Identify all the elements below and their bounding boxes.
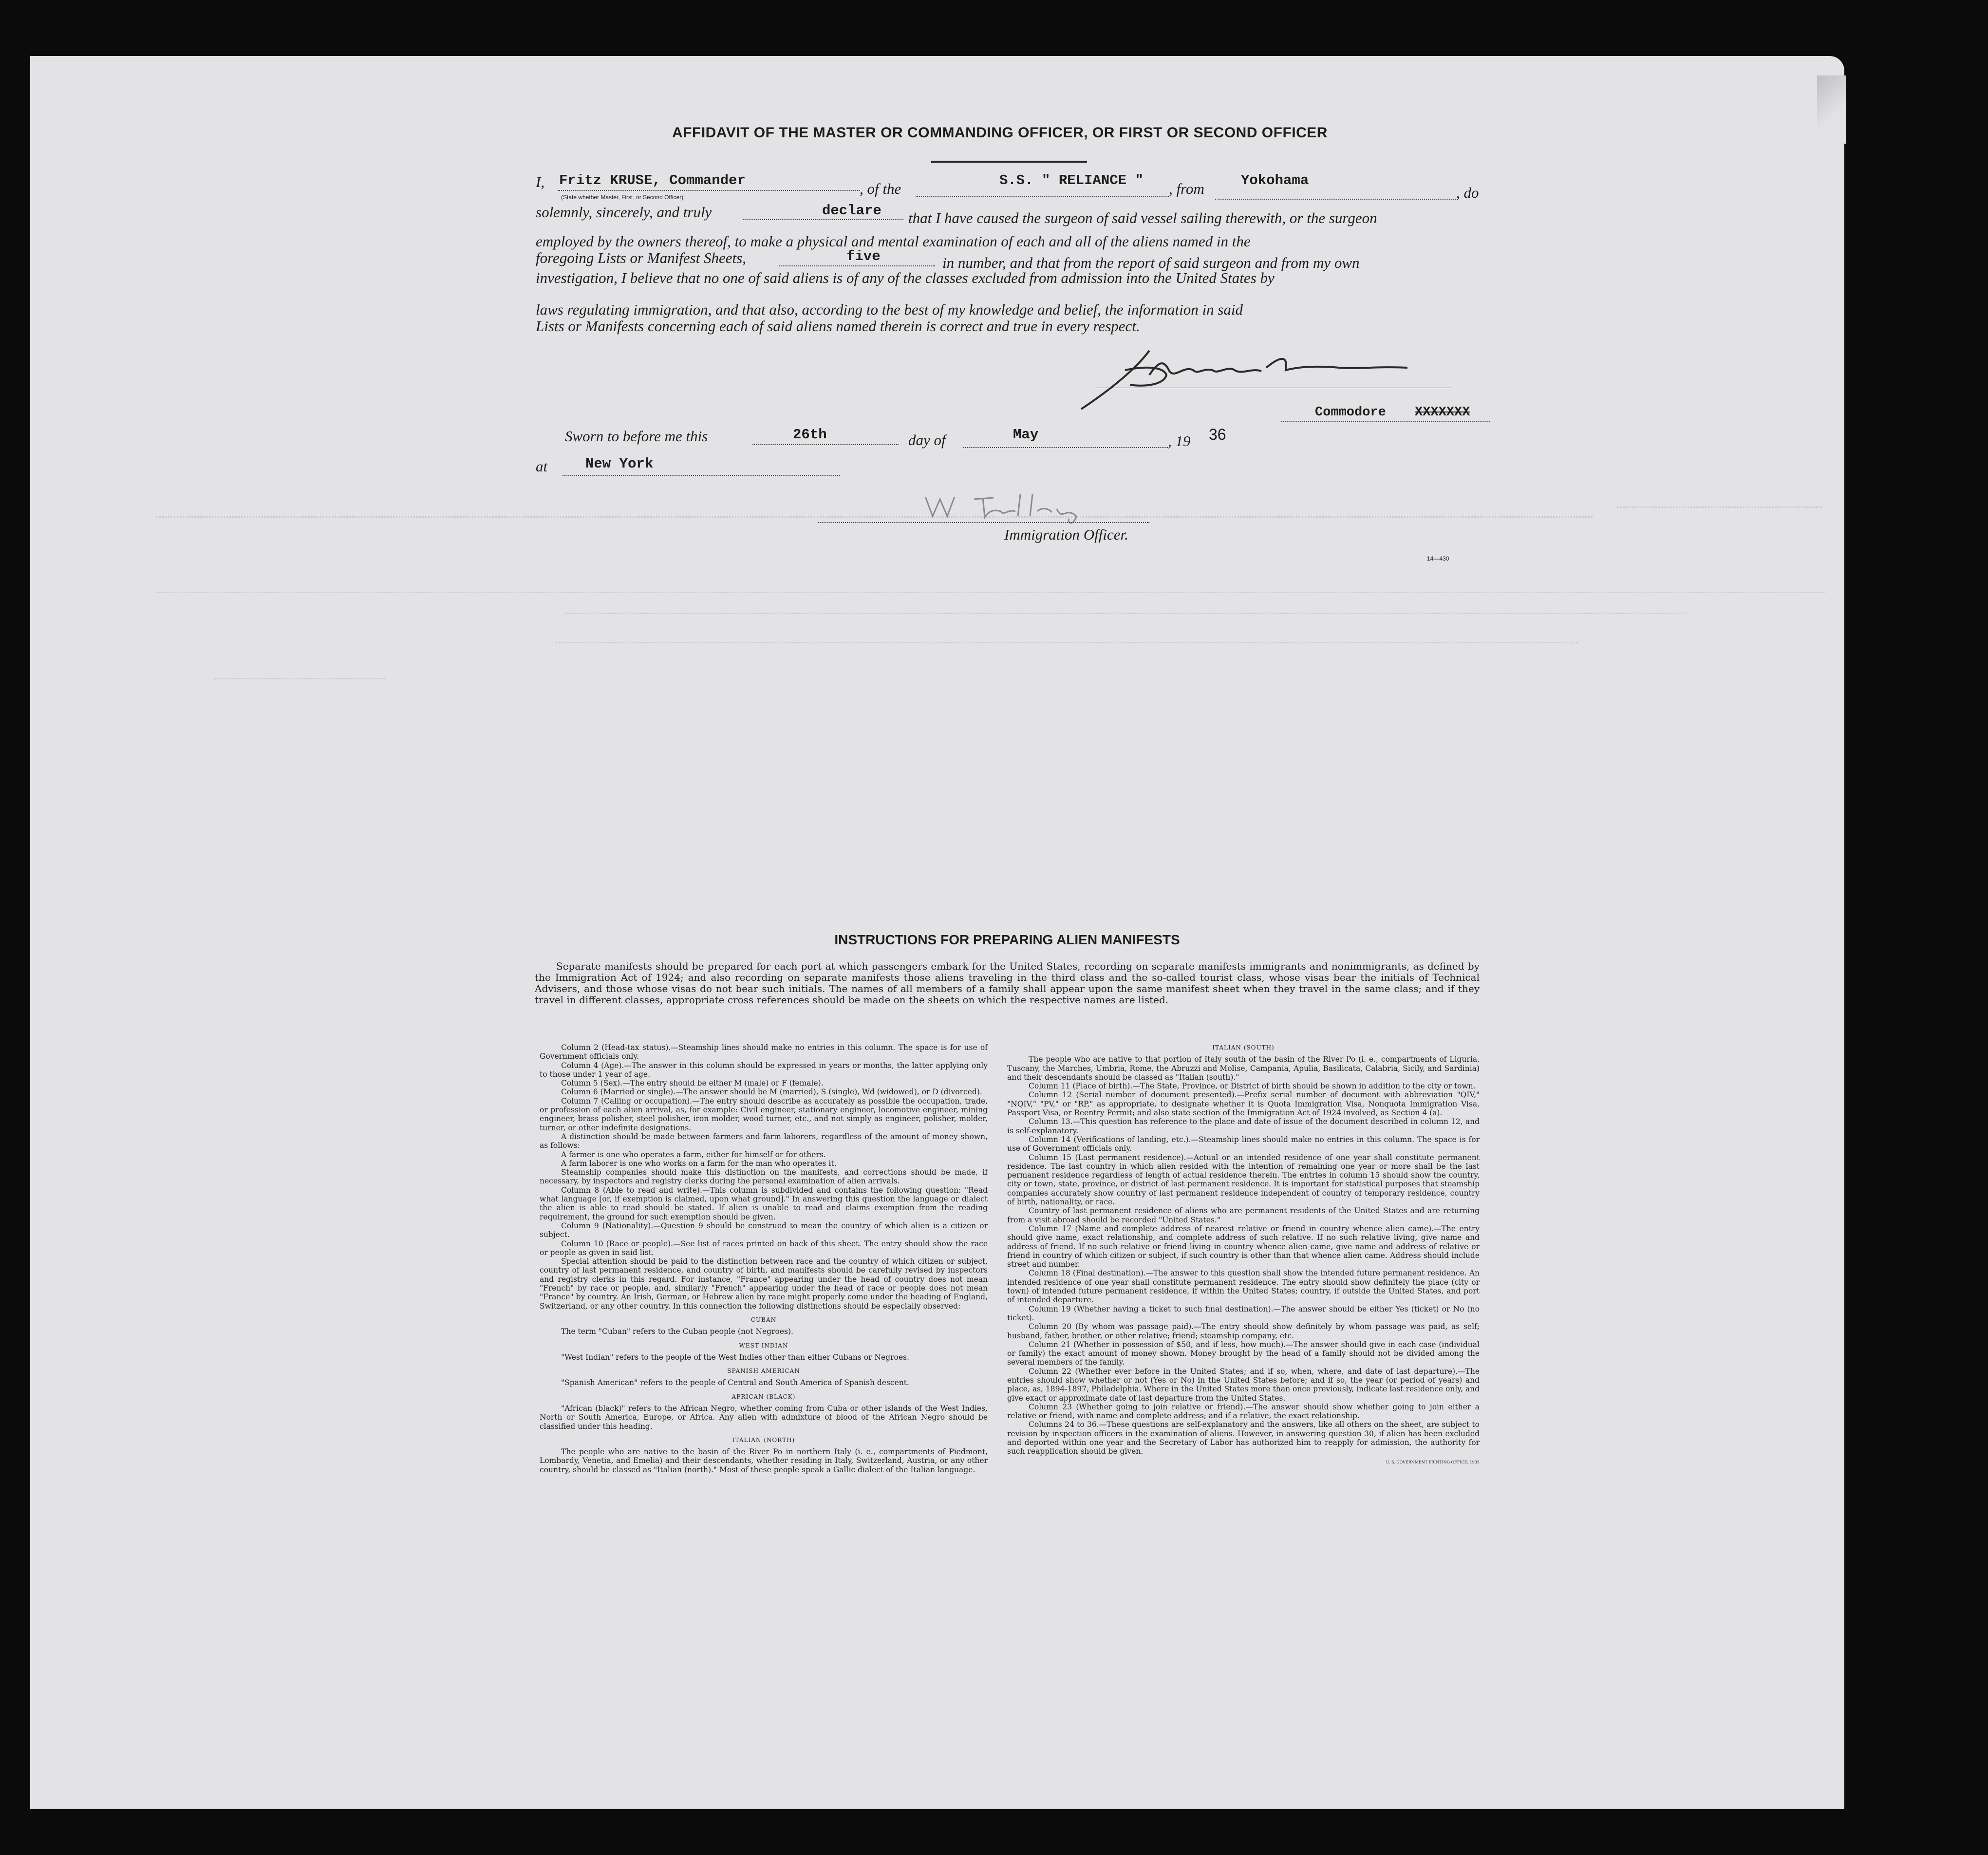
place-line (563, 475, 840, 476)
binder-hole (1914, 1261, 1932, 1295)
binder-hole (1916, 621, 1934, 655)
struck-out-title: XXXXXXX (1415, 405, 1470, 420)
officer-label: Immigration Officer. (1004, 526, 1128, 543)
instructions-intro: Separate manifests should be prepared for each port at which passengers embark for the United States, recording on separate manifests immigrants and nonimmigrants, as defined by the Immigration Act of 1924; and also recording on separate manifests those aliens traveling in the third class and the so-called tourist class, whose visas bear the initials of Technical Advisers, and those whose visas do not bear such initials. The names of all members of a family shall appear upon the same manifest sheet when they travel in the same class; and if they travel in different classes, appropriate cross references should be made on the sheets on which the respective names are listed. (535, 960, 1480, 1006)
sworn-year: 36 (1209, 426, 1226, 443)
day-of-text: day of (908, 431, 946, 449)
instructions-right-column (1007, 1043, 1480, 1467)
i-text: I, (536, 173, 545, 190)
do-text: , do (1456, 184, 1479, 201)
col15-text: Column 15 (Last permanent residence).—Actual or an intended residence of one year shall constitute permanent residence. The last country in which alien resided with the intention of remaining one year or more shall be the last permanent residence regardless of length of actual residence therein. The entries in column 15 should show the country, city or town, state, province, or district of last permanent residence. It is important for statistical purposes that steamship companies accurately show country of last permanent residence independent of country of temporary residence, country of birth, nationality, or race. (1007, 1153, 1480, 1207)
cuban-heading: CUBAN (750, 1316, 777, 1323)
col21-text: Column 21 (Whether in possession of $50, and if less, how much).—The answer should give in each case (individual or family) the exact amount of money shown. Money brought by the head of a family should not be divided among the several members of the family. (1007, 1340, 1480, 1367)
col6-text: Column 6 (Married or single).—The answer should be M (married), S (single), Wd (widowed), or D (divorced). (561, 1087, 982, 1097)
col5-text: Column 5 (Sex).—The entry should be either M (male) or F (female). (561, 1079, 824, 1088)
sworn-text: Sworn to before me this (565, 428, 708, 445)
col13-text: Column 13.—This question has reference to the place and date of issue of the document described in column 12, and is self-explanatory. (1007, 1117, 1480, 1135)
from-text: , from (1169, 180, 1204, 197)
at-text: at (536, 458, 548, 475)
italian-south-text: The people who are native to that portion of Italy south of the basin of the River Po (i. e., compartments of Liguria, Tuscany, the Marches, Umbria, Rome, the Abruzzi and Molise, Campania, Apulia, Basilicata, Calabria, Sicily, and Sardinia) and their descendants should be classed as "Italian (south)." (1007, 1055, 1480, 1082)
col24-36-text: Columns 24 to 36.—These questions are self-explanatory and the answers, like all others on the sheet, are subject to revision by inspection officers in the examination of aliens. However, in answering question 30, if alien has been excluded and deported within one year and the Secretary of Labor has authorized him to reapply for admission, the authority for such reapplication should be given. (1007, 1420, 1480, 1456)
col4-text: Column 4 (Age).—The answer in this column should be expressed in years or months, the latter applying only to those under 1 year of age. (540, 1061, 988, 1079)
binder-hole (1914, 1181, 1932, 1215)
col22-text: Column 22 (Whether ever before in the United States; and if so, when, where, and date of last departure).—The entries should show whether or not (Yes or No) in the United States before; and if so, the year (or period of years) and place, as, 1894-1897, Philadelphia. Where in the United States more than once previously, indicate last residence only, and give exact or approximate date of last departure from the United States. (1007, 1367, 1480, 1403)
affidavit-line-6: laws regulating immigration, and that also, according to the best of my knowledge and belief, the information in said (536, 301, 1243, 318)
form-number: 14—430 (1427, 555, 1449, 562)
signer-title: Commodore (1315, 405, 1386, 420)
commodore-signature (1067, 341, 1456, 414)
col2-text: Column 2 (Head-tax status).—Steamship lines should make no entries in this column. The space is for use of Government officials only. (540, 1043, 988, 1061)
binder-hole (1904, 1595, 1922, 1629)
bleed-through-line (214, 678, 385, 684)
affidavit-line-3: employed by the owners thereof, to make a physical and mental examination of each and all of the aliens named in the (536, 233, 1251, 250)
title-line (1281, 421, 1490, 422)
sheet-count: five (846, 248, 881, 264)
col14-text: Column 14 (Verifications of landing, etc.).—Steamship lines should make no entries in this column. The space is for use of Government officials only. (1007, 1135, 1480, 1153)
port-name: Yokohama (1241, 172, 1309, 188)
binder-hole (1904, 1517, 1922, 1551)
race-attention-text: Special attention should be paid to the distinction between race and the country of which citizen or subject, country of last permanent residence, and country of birth, and manifests should be carefully revised by inspectors and registry clerks in this regard. For instance, "France" appearing under the head of country does not mean "French" by race or people, and, similarly "French" appearing under the head of race or people does not mean "France" by country. An Irish, German, or Hebrew alien by race might properly come under the heading of England, Switzerland, or any other country. In this connection the following distinctions should be especially observed: (540, 1257, 988, 1311)
col8-text: Column 8 (Able to read and write).—This column is subdivided and contains the following question: "Read what language [or, if exemption is claimed, upon what ground]." In answering this question the language or dialect the alien is able to read should be stated. If alien is unable to read and claims exemption from the reading requirement, the ground for such exemption should be given. (540, 1185, 988, 1221)
declare-line (743, 219, 903, 220)
west-indian-heading: WEST INDIAN (739, 1342, 788, 1349)
col19-text: Column 19 (Whether having a ticket to such final destination).—The answer should be either Yes (ticket) or No (no ticket). (1007, 1304, 1480, 1322)
affidavit-line-7: Lists or Manifests concerning each of said aliens named therein is correct and true in every respect. (536, 318, 1140, 335)
steamship-distinction-text: Steamship companies should make this distinction on the manifests, and corrections should be made, if necessary, by inspectors and registry clerks during the personal examination of alien arrivals. (540, 1168, 988, 1186)
name-line (558, 190, 860, 191)
vessel-line (916, 196, 1169, 197)
affidavit-line-4b: in number, and that from the report of said surgeon and from my own (942, 254, 1360, 271)
spanish-american-heading: SPANISH AMERICAN (727, 1368, 800, 1375)
year-prefix: , 19 (1168, 432, 1191, 450)
col12-text: Column 12 (Serial number of document presented).—Prefix serial number of document with abbreviation "QIV," "NQIV," "PV," or "RP," as appropriate, to designate whether it is Quota Immigration Visa, Nonquota Immigration Visa, Passport Visa, or Reentry Permit; and also state section of the Immigration Act of 1924 involved, as Section 4 (a). (1007, 1090, 1480, 1118)
west-indian-text: "West Indian" refers to the people of the West Indies other than either Cubans or Negroes. (561, 1352, 909, 1362)
page-curl (1817, 75, 1846, 144)
declare-word: declare (822, 203, 881, 219)
solemnly-text: solemnly, sincerely, and truly (536, 204, 712, 221)
bleed-through-line (555, 642, 1578, 648)
printer-imprint: U. S. GOVERNMENT PRINTING OFFICE: 1935 (1386, 1460, 1480, 1464)
bleed-through-line (156, 592, 1826, 598)
col18-text: Column 18 (Final destination).—The answer to this question shall show the intended future permanent residence. An intended residence of one year shall constitute permanent residence. The entry should show definitely the place (city or town) of intended future permanent residence, if within the United States; country, if outside the United States, and port of intended departure. (1007, 1269, 1480, 1305)
binder-hole (1929, 363, 1946, 397)
affidavit-line-2: that I have caused the surgeon of said vessel sailing therewith, or the surgeon (908, 209, 1377, 226)
col7-text: Column 7 (Calling or occupation).—The entry should describe as accurately as possible the occupation, trade, or profession of each alien arrival, as, for example: Civil engineer, stationary engineer, locomotive engineer, mining engineer, brass polisher, steel polisher, iron molder, wood turner, etc., and not simply as engineer, polisher, molder, turner, or other indefinite designations. (540, 1096, 988, 1132)
vessel-name: S.S. " RELIANCE " (999, 172, 1144, 188)
col11-text: Column 11 (Place of birth).—The State, Province, or District of birth should be shown in addition to the city or town. (1029, 1082, 1476, 1091)
bleed-through-line (565, 613, 1685, 619)
bleed-through-line (1617, 506, 1821, 513)
month-line (963, 447, 1168, 448)
italian-south-heading: ITALIAN (SOUTH) (1212, 1044, 1275, 1051)
farm-laborer-text: A farm laborer is one who works on a farm for the man who operates it. (561, 1159, 837, 1168)
affidavit-line-4a: foregoing Lists or Manifest Sheets, (536, 249, 746, 266)
instructions-left-column (540, 1043, 988, 1474)
immigration-officer-signature (920, 487, 1086, 526)
name-hint: (State whether Master, First, or Second Officer) (561, 194, 684, 201)
col20-text: Column 20 (By whom was passage paid).—The entry should show definitely by whom passage was paid, as self; husband, father, brother, or other relative; friend; steamship company, etc. (1007, 1322, 1480, 1340)
last-residence-text: Country of last permanent residence of aliens who are permanent residents of the United States and are returning from a visit abroad should be recorded "United States." (1007, 1206, 1480, 1224)
day-line (752, 444, 899, 445)
farmer-distinction-text: A distinction should be made between farmers and farm laborers, regardless of the amount of money shown, as follows: (540, 1132, 988, 1150)
african-text: "African (black)" refers to the African Negro, whether coming from Cuba or other islands of the West Indies, North or South America, Europe, or Africa. Any alien with admixture of blood of the African Negro should be classified under this heading. (540, 1404, 988, 1431)
sworn-place: New York (585, 456, 654, 472)
officer-name: Fritz KRUSE, Commander (559, 172, 746, 188)
title-rule (931, 161, 1087, 163)
sworn-day: 26th (793, 427, 827, 443)
binder-hole (1929, 282, 1946, 317)
farmer-text: A farmer is one who operates a farm, either for himself or for others. (561, 1150, 826, 1159)
of-the-text: , of the (860, 180, 901, 197)
african-heading: AFRICAN (BLACK) (731, 1393, 796, 1400)
col10-text: Column 10 (Race or people).—See list of races printed on back of this sheet. The entry should show the race or people as given in said list. (540, 1239, 988, 1257)
port-line (1215, 199, 1456, 200)
col17-text: Column 17 (Name and complete address of nearest relative or friend in country whence alien came).—The entry should give name, exact relationship, and complete address of such relative. If no such relative living, give name and address of friend. If no such relative or friend living in country whence alien came, give name and address of relative or friend in country of which citizen or subject, if such country is other than that whence alien came. Address should include street and number. (1007, 1224, 1480, 1269)
italian-north-heading: ITALIAN (NORTH) (732, 1436, 795, 1443)
sworn-month: May (1013, 427, 1039, 443)
affidavit-title: AFFIDAVIT OF THE MASTER OR COMMANDING OFFICER, OR FIRST OR SECOND OFFICER (672, 125, 1328, 141)
officer-line (818, 522, 1149, 523)
sheets-line (779, 265, 935, 266)
spanish-american-text: "Spanish American" refers to the people of Central and South America of Spanish descent. (561, 1378, 909, 1387)
col23-text: Column 23 (Whether going to join relative or friend).—The answer should show whether going to join either a relative or friend, with name and complete address; and if a relative, the exact relationship. (1007, 1402, 1480, 1421)
col9-text: Column 9 (Nationality).—Question 9 should be construed to mean the country of which alien is a citizen or subject. (540, 1221, 988, 1239)
italian-north-text: The people who are native to the basin of the River Po in northern Italy (i. e., compartments of Piedmont, Lombardy, Venetia, and Emelia) and their descendants, whether residing in Italy, Switzerland, Austria, or any other country, should be classed as "Italian (north)." Most of these people speak a Gallic dialect of the Italian language. (540, 1447, 988, 1474)
affidavit-line-5: investigation, I believe that no one of said aliens is of any of the classes excluded from admission into the United States by (536, 269, 1275, 286)
cuban-text: The term "Cuban" refers to the Cuban people (not Negroes). (561, 1327, 793, 1336)
instructions-title: INSTRUCTIONS FOR PREPARING ALIEN MANIFESTS (834, 932, 1180, 947)
binder-hole (1916, 699, 1934, 733)
